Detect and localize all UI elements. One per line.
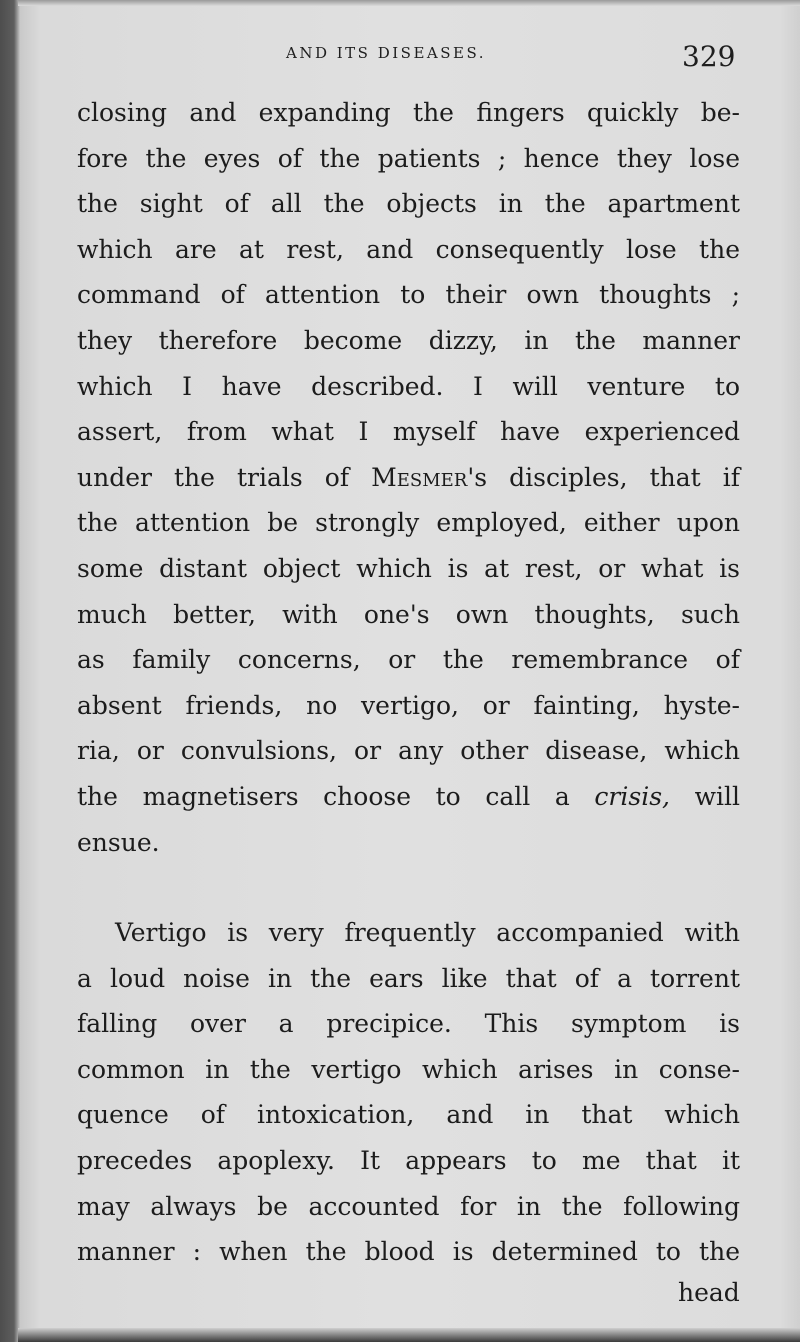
text-line: [77, 774, 740, 820]
text-segment: under the trials of: [77, 462, 372, 492]
text-segment: will: [669, 781, 740, 811]
text-line: may always be accounted for in the following: [77, 1191, 740, 1221]
paragraph-gap: [77, 865, 740, 910]
text-line: command of attention to their own thoughts ;: [77, 280, 740, 310]
text-line: which I have described. I will venture to: [77, 371, 740, 401]
text-line: which are at rest, and consequently lose the: [77, 234, 740, 264]
body-text: [77, 90, 740, 1275]
text-line: falling over a precipice. This symptom is: [77, 1009, 740, 1039]
text-line: common in the vertigo which arises in conse-: [77, 1054, 740, 1084]
text-line: absent friends, no vertigo, or fainting, hyste-: [77, 690, 740, 720]
italic-term: crisis,: [594, 781, 670, 811]
catchword: head: [678, 1278, 740, 1307]
text-segment: the magnetisers choose to call a: [77, 781, 595, 811]
text-line: [77, 455, 740, 501]
running-head: AND ITS DISEASES.: [286, 44, 486, 62]
text-line: they therefore become dizzy, in the manner: [77, 325, 740, 355]
text-segment: 's disciples, that if: [467, 462, 740, 492]
text-line: assert, from what I myself have experienced: [77, 417, 740, 447]
text-line: the sight of all the objects in the apartment: [77, 189, 740, 219]
proper-name-smallcaps: Mesmer: [371, 462, 468, 492]
paper-edge-bottom: [18, 1328, 800, 1342]
text-line: Vertigo is very frequently accompanied with: [115, 918, 740, 948]
text-line: much better, with one's own thoughts, such: [77, 599, 740, 629]
text-line: the attention be strongly employed, either upon: [77, 508, 740, 538]
text-line: as family concerns, or the remembrance of: [77, 645, 740, 675]
text-line: a loud noise in the ears like that of a torrent: [77, 963, 740, 993]
text-line: quence of intoxication, and in that which: [77, 1100, 740, 1130]
text-line: ensue.: [77, 827, 160, 857]
text-line: some distant object which is at rest, or what is: [77, 553, 740, 583]
text-line: precedes apoplexy. It appears to me that it: [77, 1146, 740, 1176]
text-line: manner : when the blood is determined to the: [77, 1237, 740, 1267]
paper-edge-top: [18, 0, 800, 6]
page-number: 329: [682, 40, 736, 73]
text-line: ria, or convulsions, or any other disease, which: [77, 736, 740, 766]
text-line: closing and expanding the fingers quickly be-: [77, 98, 740, 127]
text-line: fore the eyes of the patients ; hence they lose: [77, 143, 740, 173]
